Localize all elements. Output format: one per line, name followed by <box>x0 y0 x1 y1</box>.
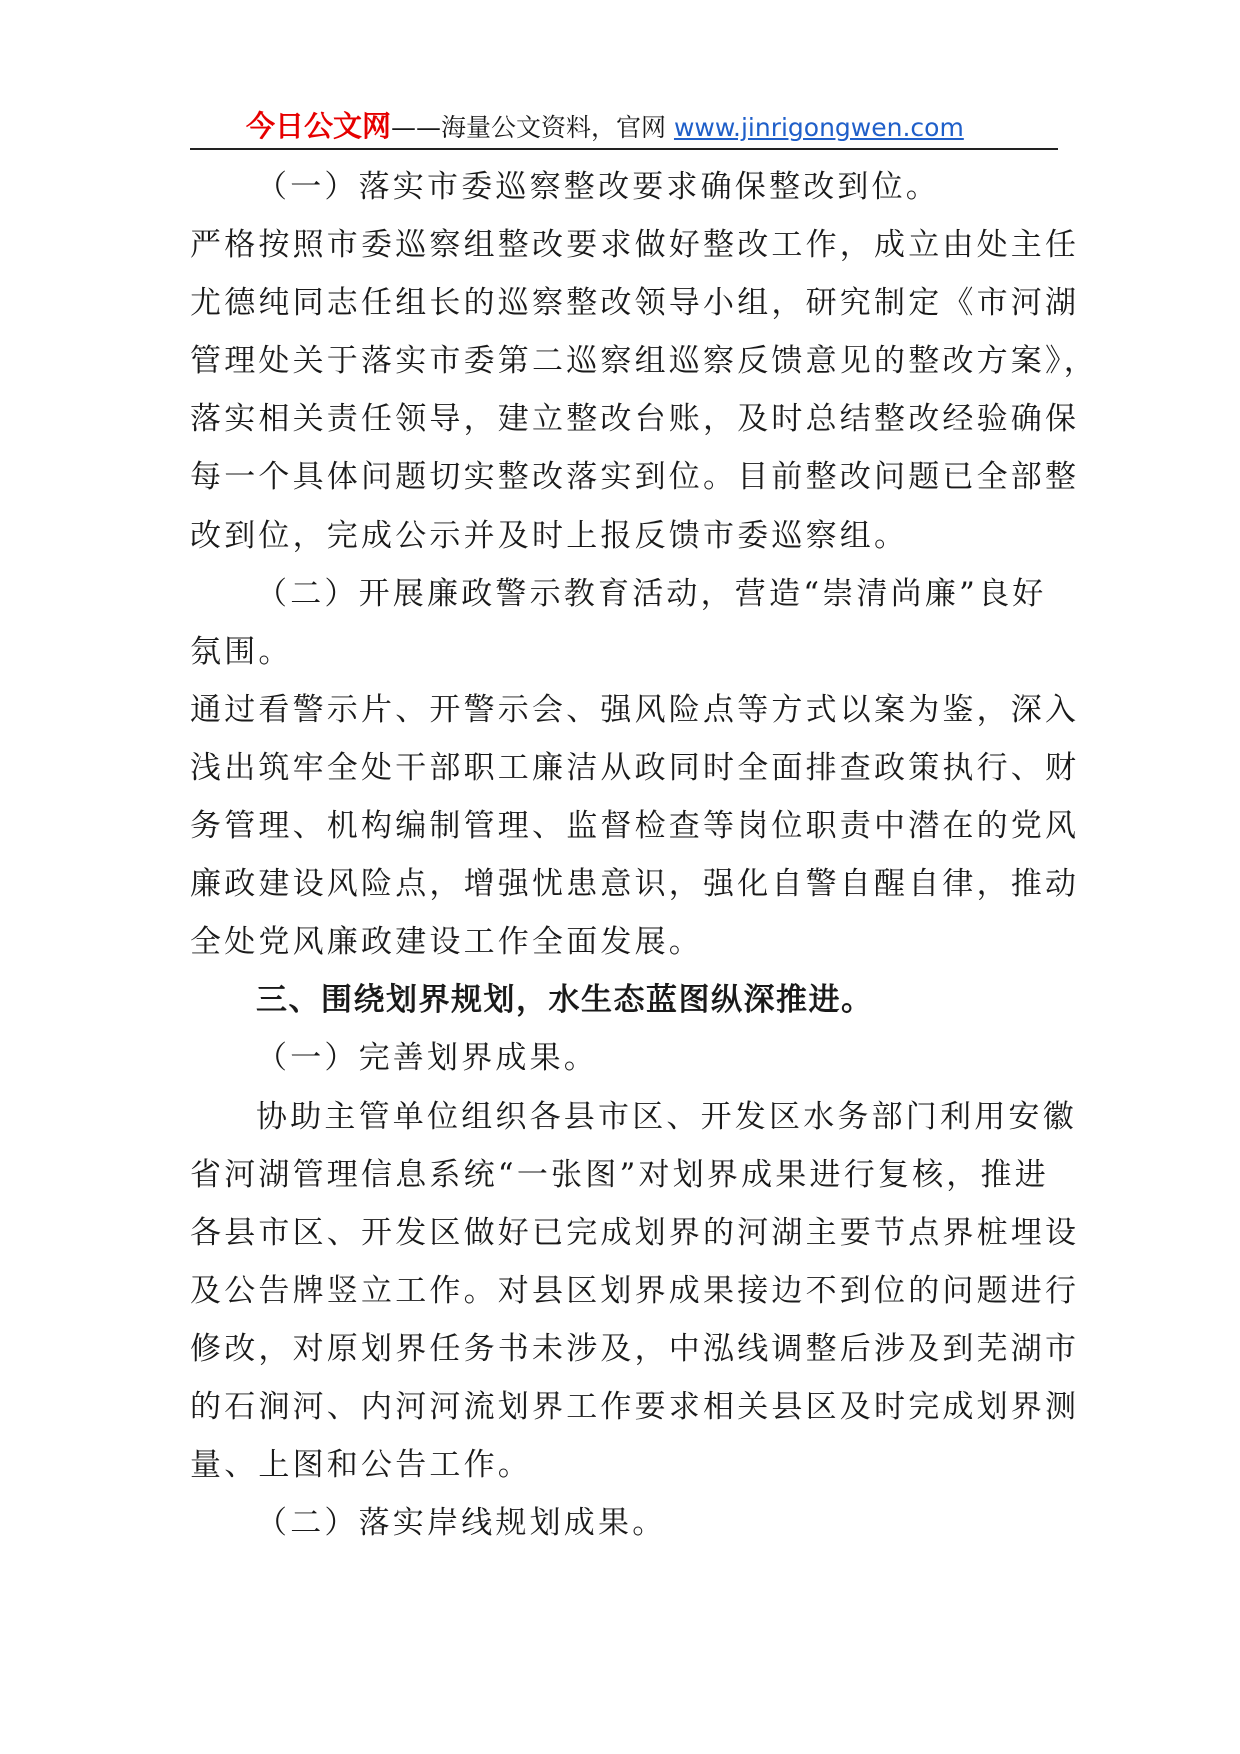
site-header <box>190 104 1058 150</box>
paragraph-line: 务管理、机构编制管理、监督检查等岗位职责中潜在的党风 <box>190 808 1080 845</box>
brand-name: 今日公文网 <box>246 109 392 143</box>
header-tagline: ——海量公文资料，官网 <box>391 113 674 142</box>
paragraph-line: 通过看警示片、开警示会、强风险点等方式以案为鉴，深入 <box>190 691 1080 728</box>
document-body <box>190 158 1098 1552</box>
paragraph-line: 浅出筑牢全处干部职工廉洁从政同时全面排查政策执行、财 <box>190 749 1080 786</box>
subheading: （一）落实市委巡察整改要求确保整改到位。 <box>256 169 940 205</box>
paragraph-line: 严格按照市委巡察组整改要求做好整改工作，成立由处主任 <box>190 227 1080 264</box>
paragraph-line: 修改，对原划界任务书未涉及，中泓线调整后涉及到芜湖市 <box>190 1330 1080 1367</box>
subheading: （一）完善划界成果。 <box>256 1040 598 1077</box>
paragraph-line: 管理处关于落实市委第二巡察组巡察反馈意见的整改方案》， <box>190 343 1098 380</box>
paragraph-line: 尤德纯同志任组长的巡察整改领导小组，研究制定《市河湖 <box>190 285 1080 322</box>
paragraph-line: 各县市区、开发区做好已完成划界的河湖主要节点界桩埋设 <box>190 1214 1080 1251</box>
paragraph-line: 协助主管单位组织各县市区、开发区水务部门利用安徽 <box>256 1098 1077 1135</box>
paragraph-line: 及公告牌竖立工作。对县区划界成果接边不到位的问题进行 <box>190 1272 1080 1309</box>
subheading: （二）落实岸线规划成果。 <box>256 1505 667 1542</box>
paragraph-line: 改到位，完成公示并及时上报反馈市委巡察组。 <box>190 517 909 554</box>
paragraph-line: 每一个具体问题切实整改落实到位。目前整改问题已全部整 <box>190 459 1080 496</box>
subheading: （二）开展廉政警示教育活动，营造“崇清尚廉”良好 <box>256 575 1047 612</box>
paragraph-line: 全处党风廉政建设工作全面发展。 <box>190 924 703 961</box>
subheading-continuation: 氛围。 <box>190 633 293 670</box>
paragraph-line: 廉政建设风险点，增强忧患意识，强化自警自醒自律，推动 <box>190 866 1080 903</box>
paragraph-line: 落实相关责任领导，建立整改台账，及时总结整改经验确保 <box>190 401 1080 438</box>
paragraph-line: 的石涧河、内河河流划界工作要求相关县区及时完成划界测 <box>190 1388 1080 1425</box>
paragraph-line: 量、上图和公告工作。 <box>190 1447 532 1484</box>
website-link[interactable]: www.jinrigongwen.com <box>673 113 964 142</box>
section-heading: 三、围绕划界规划，水生态蓝图纵深推进。 <box>256 982 874 1019</box>
paragraph-line: 省河湖管理信息系统“一张图”对划界成果进行复核，推进 <box>190 1156 1049 1193</box>
